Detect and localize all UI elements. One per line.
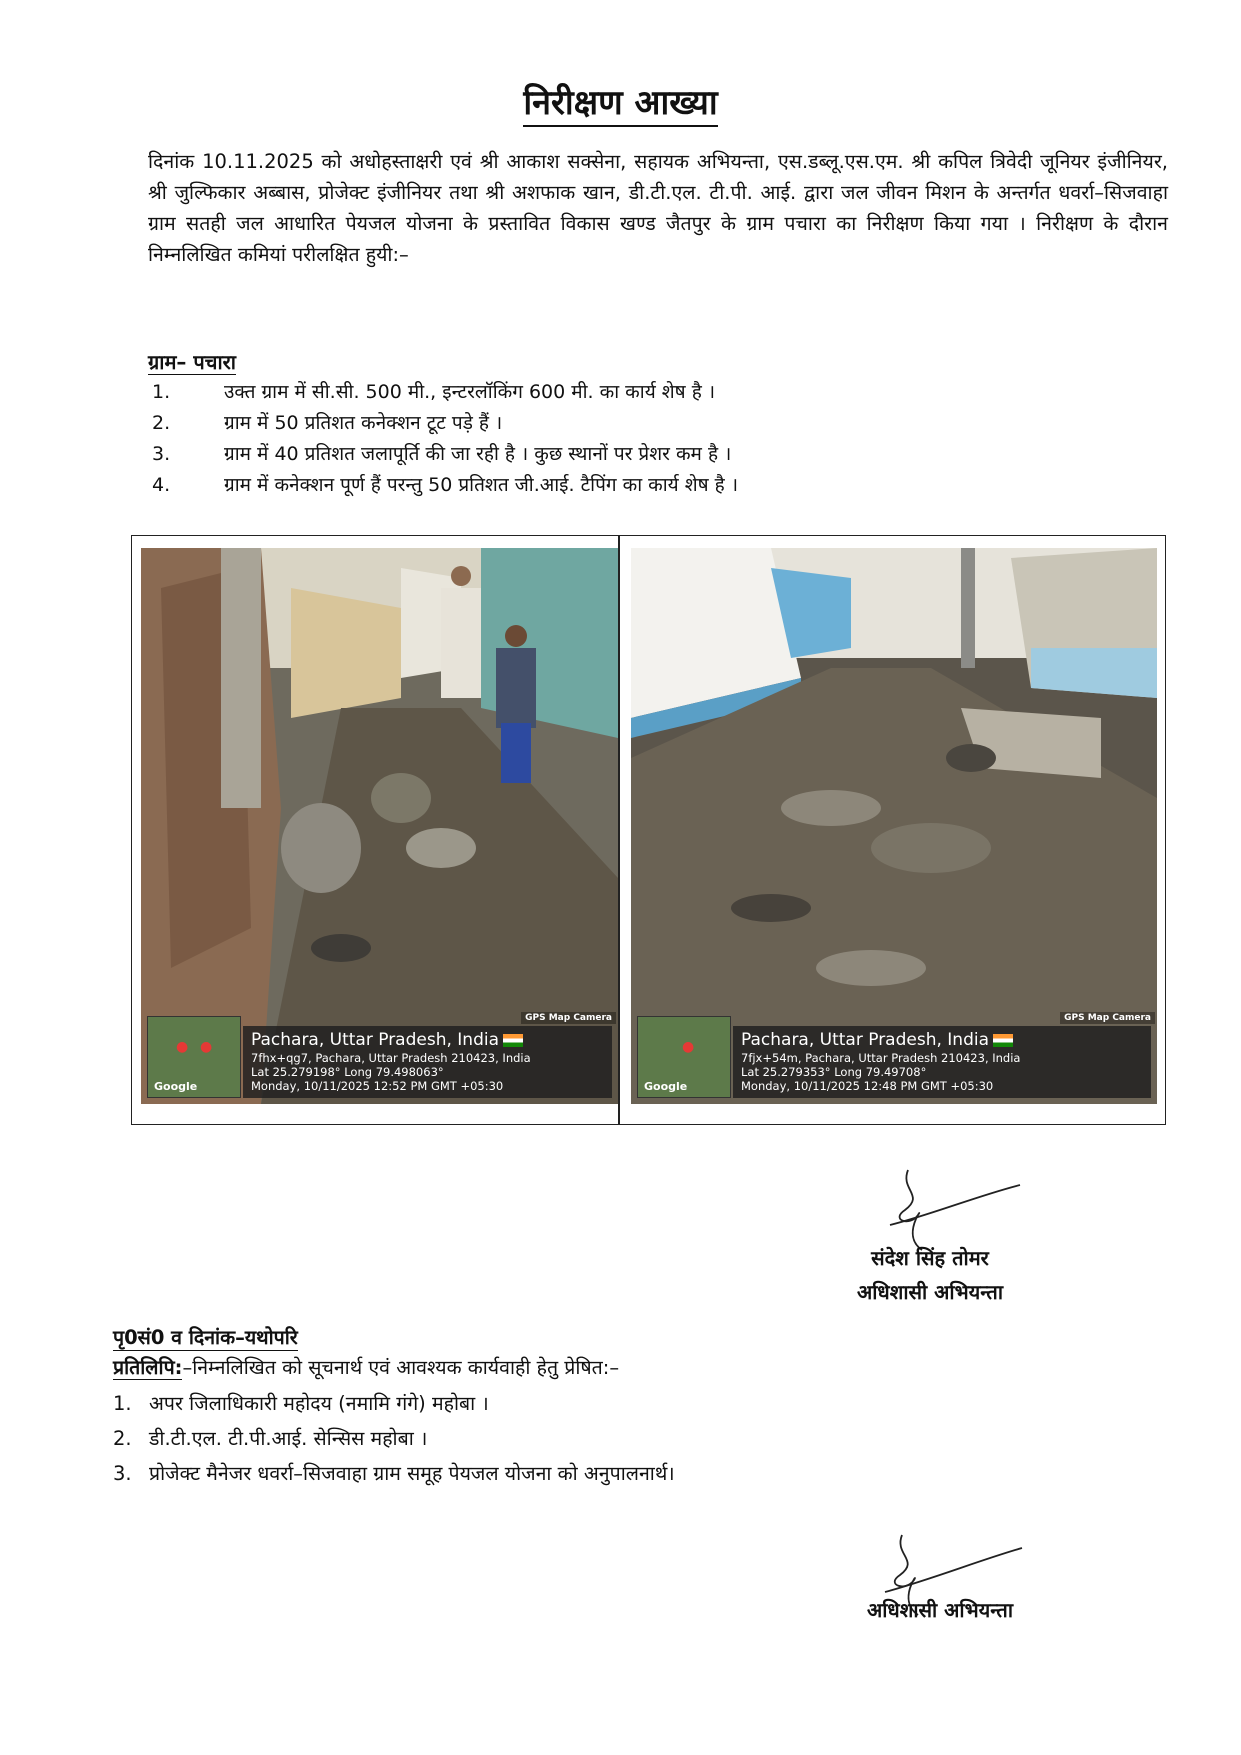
datetime: Monday, 10/11/2025 12:52 PM GMT +05:30 [251, 1079, 504, 1093]
intro-paragraph: दिनांक 10.11.2025 को अधोहस्ताक्षरी एवं श्री आकाश सक्सेना, सहायक अभियन्ता, एस.डब्लू.एस.एम. श्री कपिल त्रिवेदी जूनियर इंजीनियर, श्री जुल्फिकार अब्बास, प्रोजेक्ट इंजीनियर तथा श्री अशफाक खान, डी.टी.एल. टी.पी. आई. द्वारा जल जीवन मिशन के अन्तर्गत धवर्रा–सिजवाहा ग्राम सतही जल आधारित पेयजल योजना के प्रस्तावित विकास खण्ड जैतपुर के ग्राम पचारा का निरीक्षण किया गया । निरीक्षण के दौरान निम्नलिखित कमियां परीलक्षित हुयी:– [148, 150, 1168, 266]
list-item: 3. ग्राम में 40 प्रतिशत जलापूर्ति की जा रही है । कुछ स्थानों पर प्रेशर कम है । [152, 443, 732, 465]
copy-intro [113, 1353, 619, 1380]
signature-mark [870, 1165, 1030, 1255]
coordinates: Lat 25.279198° Long 79.498063° [251, 1065, 444, 1079]
gps-overlay [147, 1014, 612, 1098]
minimap [147, 1016, 241, 1098]
list-item: 1. उक्त ग्राम में सी.सी. 500 मी., इन्टरलॉकिंग 600 मी. का कार्य शेष है । [152, 381, 716, 403]
india-flag-icon [993, 1034, 1013, 1047]
gps-camera-tag: GPS Map Camera [1060, 1012, 1155, 1024]
site-photo-1 [141, 548, 618, 1104]
google-label: Google [154, 1080, 198, 1093]
photo-table [131, 535, 1166, 1125]
place-name: Pachara, Uttar Pradesh, India [741, 1030, 990, 1050]
map-pin-icon: ● [176, 1039, 189, 1055]
map-pin-icon: ● [200, 1039, 213, 1055]
datetime: Monday, 10/11/2025 12:48 PM GMT +05:30 [741, 1079, 994, 1093]
document-title: निरीक्षण आख्या [0, 78, 1241, 124]
location-info [733, 1026, 1151, 1098]
place-name: Pachara, Uttar Pradesh, India [251, 1030, 500, 1050]
address: 7fjx+54m, Pachara, Uttar Pradesh 210423, India [741, 1051, 1021, 1065]
google-label: Google [644, 1080, 688, 1093]
list-item: 4. ग्राम में कनेक्शन पूर्ण हैं परन्तु 50 प्रतिशत जी.आई. टैपिंग का कार्य शेष है । [152, 474, 739, 496]
village-heading: ग्राम– पचारा [148, 350, 236, 374]
minimap [637, 1016, 731, 1098]
address: 7fhx+qg7, Pachara, Uttar Pradesh 210423, India [251, 1051, 531, 1065]
final-designation: अधिशासी अभियन्ता [866, 1598, 1014, 1622]
site-photo-2 [631, 548, 1157, 1104]
coordinates: Lat 25.279353° Long 79.49708° [741, 1065, 927, 1079]
signatory-designation: अधिशासी अभियन्ता [856, 1280, 1004, 1304]
gps-camera-tag: GPS Map Camera [521, 1012, 616, 1024]
observations-list [152, 377, 1162, 501]
india-flag-icon [503, 1034, 523, 1047]
reference-heading: पृ0सं0 व दिनांक–यथोपरि [113, 1326, 298, 1349]
location-info [243, 1026, 612, 1098]
copy-text: –निम्नलिखित को सूचनार्थ एवं आवश्यक कार्यवाही हेतु प्रेषित:– [182, 1356, 620, 1379]
gps-overlay [637, 1014, 1151, 1098]
copy-label: प्रतिलिपि: [113, 1356, 183, 1379]
signatory-name: संदेश सिंह तोमर [871, 1246, 989, 1270]
photo-divider [618, 536, 620, 1124]
list-item: 2. ग्राम में 50 प्रतिशत कनेक्शन टूट पड़े हैं । [152, 412, 503, 434]
map-pin-icon: ● [682, 1039, 695, 1055]
